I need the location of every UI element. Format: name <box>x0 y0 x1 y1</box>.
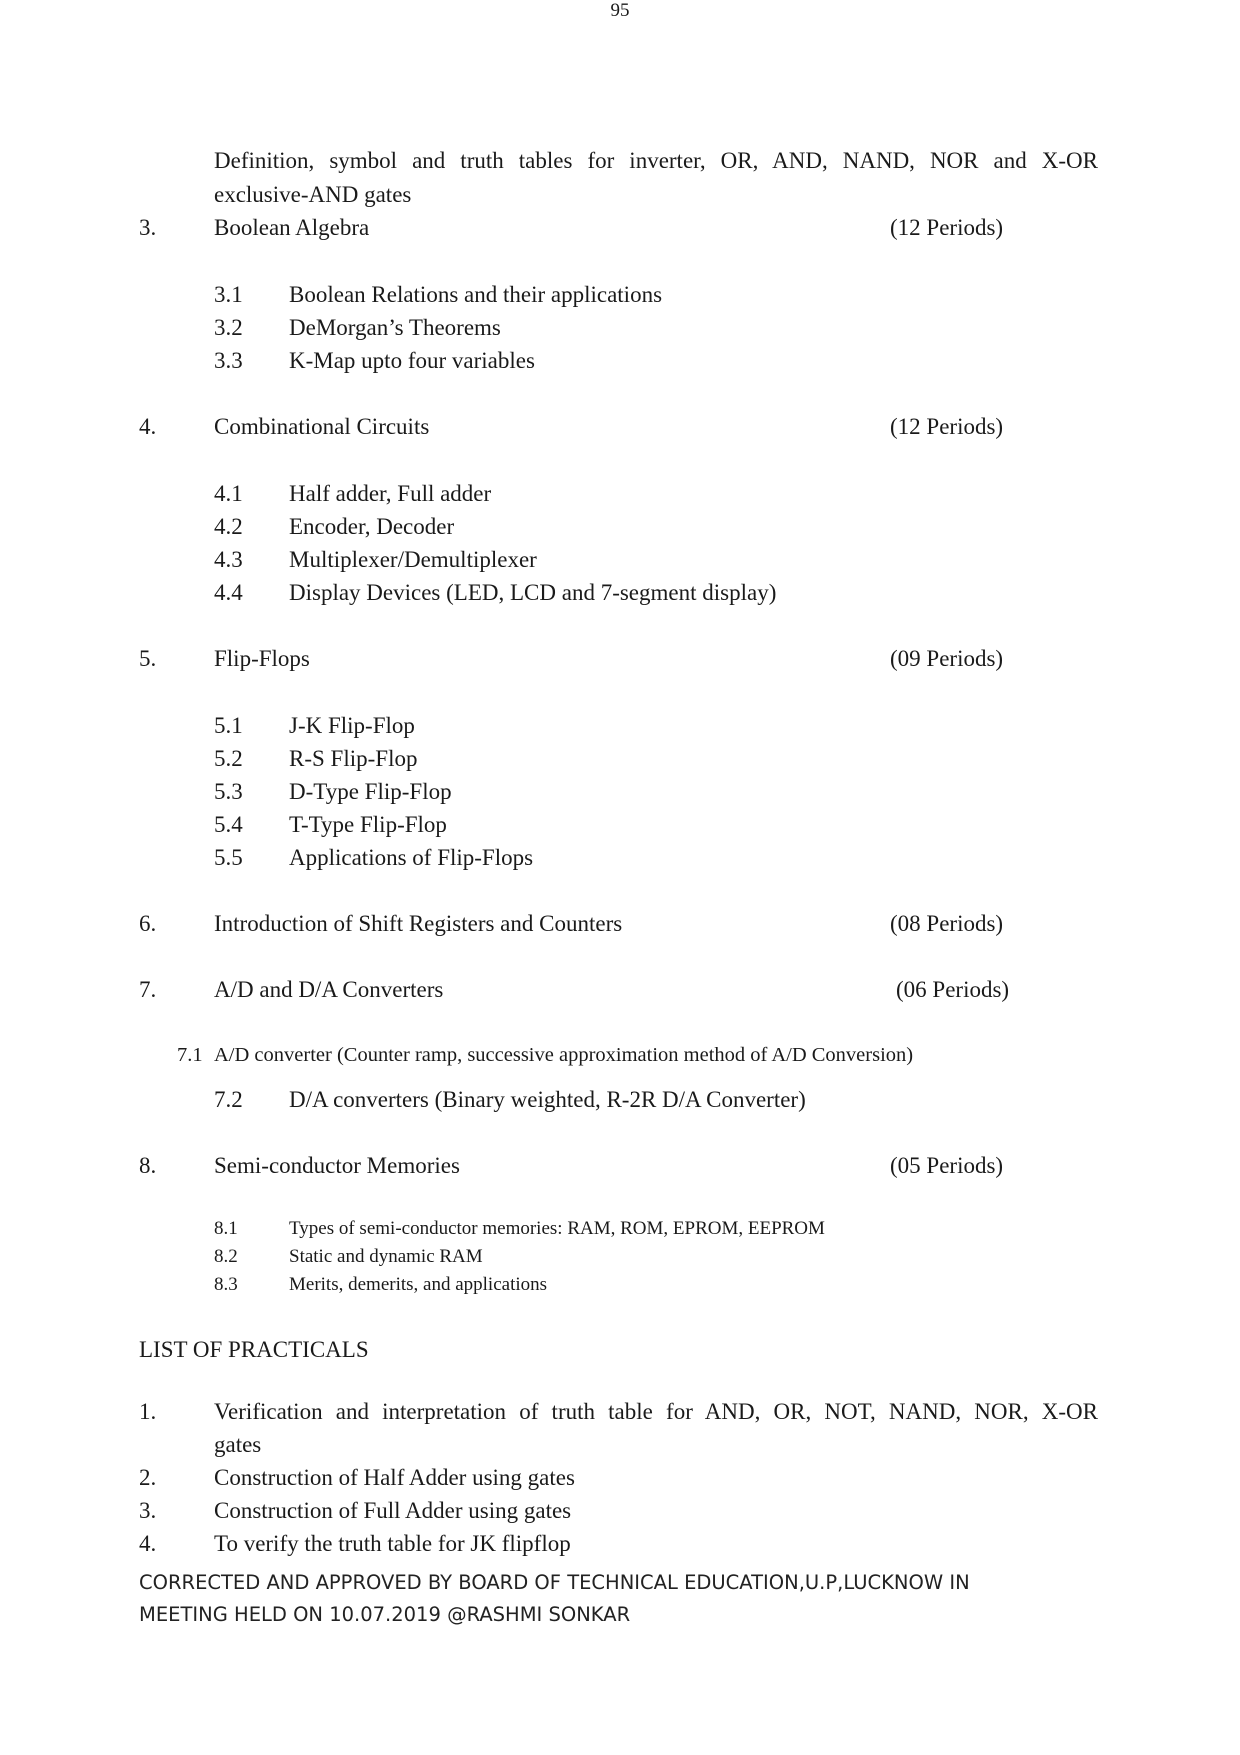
intro-line-2: exclusive-AND gates <box>214 182 412 207</box>
subitem-number: 5.1 <box>214 713 243 738</box>
practical-number: 3. <box>139 1498 157 1523</box>
practical-text-continued: gates <box>214 1432 262 1457</box>
subitem-text: A/D converter (Counter ramp, successive approximation method of A/D Conversion) <box>214 1044 914 1066</box>
subitem-number: 5.2 <box>214 746 243 771</box>
section-title: Flip-Flops <box>214 646 310 671</box>
practical-number: 1. <box>139 1399 157 1424</box>
subitem-text: T-Type Flip-Flop <box>289 812 447 837</box>
subitem-number: 3.1 <box>214 282 243 307</box>
subitem-text: Encoder, Decoder <box>289 514 455 539</box>
subitem-text: Boolean Relations and their applications <box>289 282 663 307</box>
practical-text: To verify the truth table for JK flipflop <box>214 1531 571 1556</box>
subitem-text: R-S Flip-Flop <box>289 746 418 771</box>
subitem-number: 7.2 <box>214 1087 243 1112</box>
practicals-heading: LIST OF PRACTICALS <box>139 1337 369 1362</box>
subitem-number: 3.2 <box>214 315 243 340</box>
subitem-number: 4.3 <box>214 547 243 572</box>
subitem-text: D-Type Flip-Flop <box>289 779 452 804</box>
footer-line-1: CORRECTED AND APPROVED BY BOARD OF TECHNICAL EDUCATION,U.P,LUCKNOW IN <box>139 1571 970 1594</box>
section-periods: (12 Periods) <box>890 215 1004 240</box>
subitem-number: 8.1 <box>214 1218 238 1239</box>
section-number: 7. <box>139 977 157 1002</box>
subitem-text: J-K Flip-Flop <box>289 713 415 738</box>
practical-text: Verification and interpretation of truth table for AND, OR, NOT, NAND, NOR, X-OR <box>214 1399 1098 1424</box>
section-periods: (12 Periods) <box>890 414 1004 439</box>
section-title: A/D and D/A Converters <box>214 977 444 1002</box>
subitem-number: 3.3 <box>214 348 243 373</box>
subitem-number: 5.3 <box>214 779 243 804</box>
section-title: Semi-conductor Memories <box>214 1153 460 1178</box>
subitem-number: 4.2 <box>214 514 243 539</box>
subitem-text: Merits, demerits, and applications <box>289 1274 548 1295</box>
subitem-text: Static and dynamic RAM <box>289 1246 483 1267</box>
practical-number: 4. <box>139 1531 157 1556</box>
subitem-number: 4.1 <box>214 481 243 506</box>
subitem-number: 5.4 <box>214 812 243 837</box>
subitem-text: Display Devices (LED, LCD and 7-segment display) <box>289 580 777 605</box>
section-periods: (06 Periods) <box>896 977 1010 1002</box>
subitem-text: D/A converters (Binary weighted, R-2R D/A Converter) <box>289 1087 806 1112</box>
section-periods: (08 Periods) <box>890 911 1004 936</box>
practical-number: 2. <box>139 1465 157 1490</box>
practical-text: Construction of Full Adder using gates <box>214 1498 572 1523</box>
subitem-number: 8.2 <box>214 1246 238 1267</box>
section-periods: (09 Periods) <box>890 646 1004 671</box>
subitem-text: Applications of Flip-Flops <box>289 845 534 870</box>
subitem-number: 7.1 <box>177 1044 203 1066</box>
subitem-number: 8.3 <box>214 1274 238 1295</box>
subitem-text: Half adder, Full adder <box>289 481 492 506</box>
section-number: 4. <box>139 414 157 439</box>
subitem-text: K-Map upto four variables <box>289 348 535 373</box>
practical-text: Construction of Half Adder using gates <box>214 1465 575 1490</box>
section-periods: (05 Periods) <box>890 1153 1004 1178</box>
section-title: Introduction of Shift Registers and Counters <box>214 911 623 936</box>
page-number: 95 <box>610 0 630 21</box>
subitem-number: 5.5 <box>214 845 243 870</box>
intro-line-1: Definition, symbol and truth tables for inverter, OR, AND, NAND, NOR and X-OR <box>214 148 1098 173</box>
section-number: 5. <box>139 646 157 671</box>
section-title: Combinational Circuits <box>214 414 430 439</box>
subitem-text: Types of semi-conductor memories: RAM, ROM, EPROM, EEPROM <box>289 1218 825 1239</box>
section-number: 3. <box>139 215 157 240</box>
footer-line-2: MEETING HELD ON 10.07.2019 @RASHMI SONKAR <box>139 1603 631 1626</box>
section-number: 8. <box>139 1153 157 1178</box>
section-title: Boolean Algebra <box>214 215 370 240</box>
subitem-text: Multiplexer/Demultiplexer <box>289 547 537 572</box>
subitem-number: 4.4 <box>214 580 243 605</box>
section-number: 6. <box>139 911 157 936</box>
subitem-text: DeMorgan’s Theorems <box>289 315 501 340</box>
